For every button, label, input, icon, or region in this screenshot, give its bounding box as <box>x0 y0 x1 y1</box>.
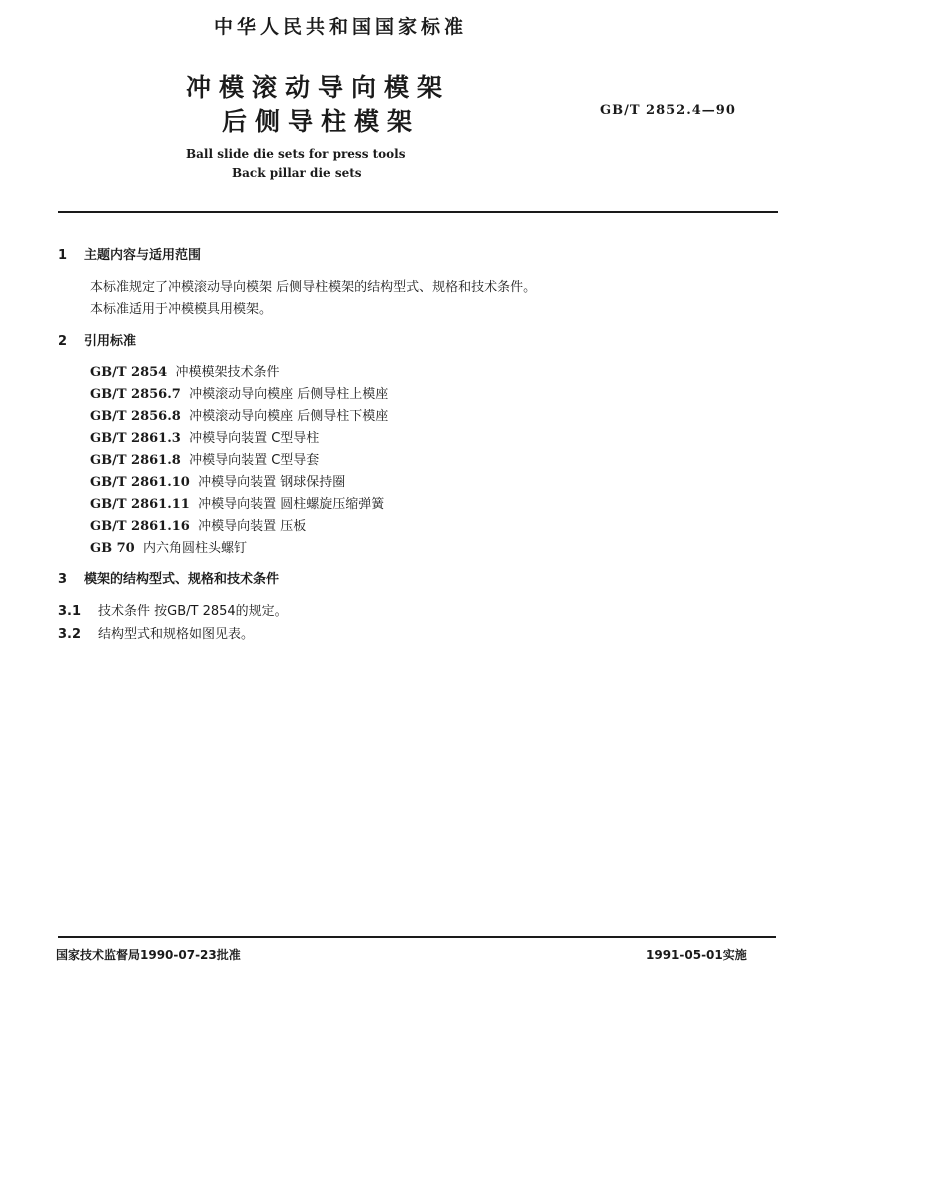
approval-date: 国家技术监督局1990-07-23批准 <box>56 948 241 962</box>
reference-title: 冲模滚动导向模座 后侧导柱下模座 <box>189 409 389 424</box>
section-number: 1 <box>58 248 68 263</box>
section-1-paragraph-1: 本标准规定了冲模滚动导向模架 后侧导柱模架的结构型式、规格和技术条件。 <box>90 280 537 295</box>
header-divider <box>58 211 778 213</box>
title-line-1: 冲模滚动导向模架 <box>186 73 451 102</box>
reference-code: GB/T 2861.8 <box>90 453 181 468</box>
reference-title: 冲模导向装置 C型导套 <box>189 453 320 468</box>
reference-code: GB 70 <box>90 541 135 556</box>
reference-title: 冲模导向装置 钢球保持圈 <box>198 475 346 490</box>
reference-code: GB/T 2854 <box>90 365 168 380</box>
reference-title: 冲模导向装置 C型导柱 <box>189 431 320 446</box>
subsection-3-1 <box>58 600 288 619</box>
title-line-2: 后侧导柱模架 <box>222 107 421 136</box>
subsection-number: 3.2 <box>58 627 82 642</box>
section-title: 模架的结构型式、规格和技术条件 <box>84 572 280 587</box>
reference-item <box>90 515 306 534</box>
implementation-date: 1991-05-01实施 <box>646 948 747 962</box>
reference-code: GB/T 2861.10 <box>90 475 190 490</box>
reference-code: GB/T 2861.11 <box>90 497 190 512</box>
section-title: 引用标准 <box>84 334 137 349</box>
reference-item <box>90 361 280 380</box>
subsection-3-2 <box>58 623 254 642</box>
section-number: 3 <box>58 572 68 587</box>
section-1-heading <box>58 244 201 263</box>
subsection-text: 结构型式和规格如图见表。 <box>98 627 255 642</box>
subsection-text: 技术条件 按GB/T 2854的规定。 <box>98 604 288 619</box>
reference-code: GB/T 2856.7 <box>90 387 181 402</box>
reference-item <box>90 405 388 424</box>
standard-number: GB/T 2852.4—90 <box>600 103 736 118</box>
section-number: 2 <box>58 334 68 349</box>
reference-item <box>90 427 319 446</box>
reference-item <box>90 383 388 402</box>
english-title-line-2: Back pillar die sets <box>232 166 362 180</box>
reference-title: 冲模滚动导向模座 后侧导柱上模座 <box>189 387 389 402</box>
reference-title: 冲模导向装置 圆柱螺旋压缩弹簧 <box>198 497 385 512</box>
section-title: 主题内容与适用范围 <box>84 248 202 263</box>
reference-title: 内六角圆柱头螺钉 <box>142 541 247 556</box>
reference-code: GB/T 2856.8 <box>90 409 181 424</box>
footer-divider <box>58 936 776 938</box>
subsection-number: 3.1 <box>58 604 82 619</box>
section-1-paragraph-2: 本标准适用于冲模模具用模架。 <box>90 302 273 317</box>
reference-item <box>90 449 319 468</box>
reference-item <box>90 537 247 556</box>
reference-title: 冲模导向装置 压板 <box>198 519 307 534</box>
reference-item <box>90 493 384 512</box>
reference-code: GB/T 2861.16 <box>90 519 190 534</box>
reference-item <box>90 471 345 490</box>
english-title-line-1: Ball slide die sets for press tools <box>186 147 406 161</box>
section-3-heading <box>58 568 279 587</box>
national-standard-label: 中华人民共和国国家标准 <box>214 16 468 38</box>
reference-title: 冲模模架技术条件 <box>175 365 280 380</box>
section-2-heading <box>58 330 136 349</box>
reference-code: GB/T 2861.3 <box>90 431 181 446</box>
